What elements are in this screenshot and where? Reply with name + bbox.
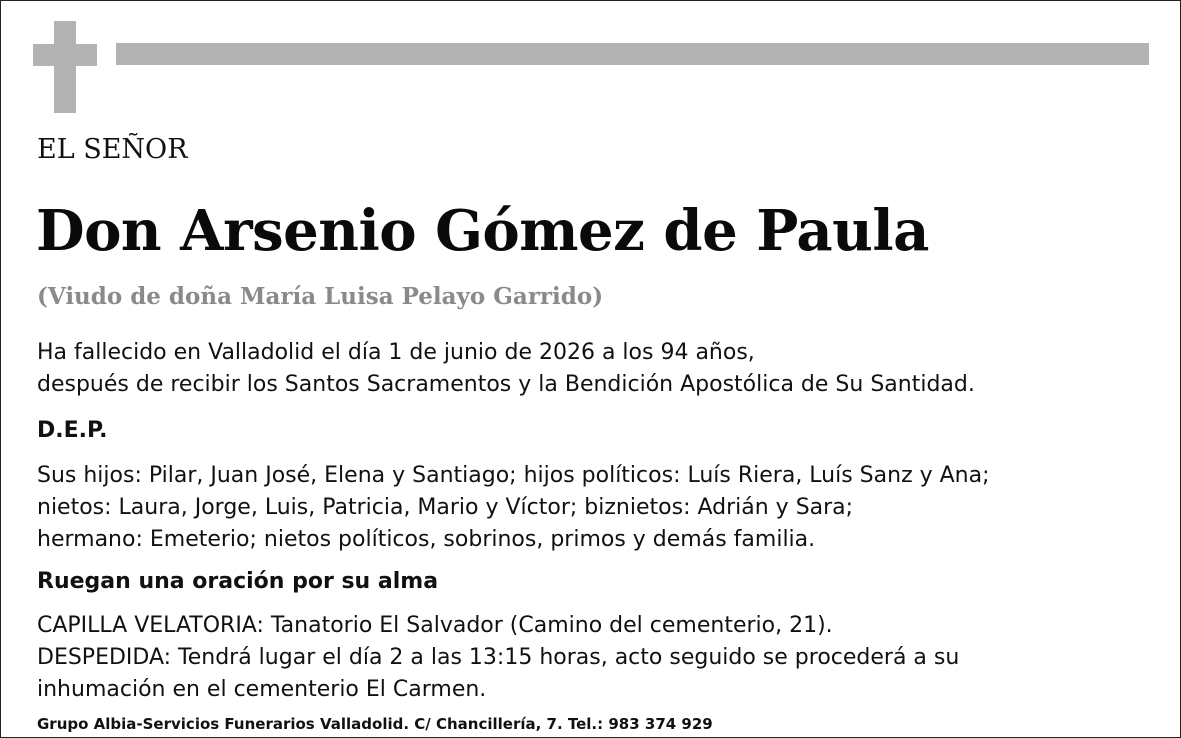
header-rule xyxy=(116,43,1149,65)
ceremony-line: DESPEDIDA: Tendrá lugar el día 2 a las 13:15 horas, acto seguido se procederá a su xyxy=(37,645,960,670)
ceremony-line: inhumación en el cementerio El Carmen. xyxy=(37,677,487,702)
family-line: hermano: Emeterio; nietos políticos, sobrinos, primos y demás familia. xyxy=(37,527,816,552)
pre-title: EL SEÑOR xyxy=(37,134,188,165)
family-line: Sus hijos: Pilar, Juan José, Elena y Santiago; hijos políticos: Luís Riera, Luís Sanz y Ana; xyxy=(37,463,990,488)
family-line: nietos: Laura, Jorge, Luis, Patricia, Mario y Víctor; biznietos: Adrián y Sara; xyxy=(37,495,854,520)
ceremony-details xyxy=(37,610,959,706)
spouse-note: (Viudo de doña María Luisa Pelayo Garrido) xyxy=(37,283,604,310)
cross-horizontal-bar xyxy=(33,44,97,66)
cross-vertical-bar xyxy=(54,21,76,113)
death-notice-line: Ha fallecido en Valladolid el día 1 de junio de 2026 a los 94 años, xyxy=(37,340,755,365)
prayer-request: Ruegan una oración por su alma xyxy=(37,569,439,594)
rip-label: D.E.P. xyxy=(37,418,108,443)
cross-icon xyxy=(33,21,97,113)
death-notice-line: después de recibir los Santos Sacramentos y la Bendición Apostólica de Su Santidad. xyxy=(37,372,975,397)
funeral-home-footer: Grupo Albia-Servicios Funerarios Valladolid. C/ Chancillería, 7. Tel.: 983 374 929 xyxy=(37,715,713,733)
deceased-name: Don Arsenio Gómez de Paula xyxy=(36,198,929,264)
ceremony-line: CAPILLA VELATORIA: Tanatorio El Salvador (Camino del cementerio, 21). xyxy=(37,613,833,638)
death-notice xyxy=(37,337,975,401)
family-list xyxy=(37,460,990,556)
